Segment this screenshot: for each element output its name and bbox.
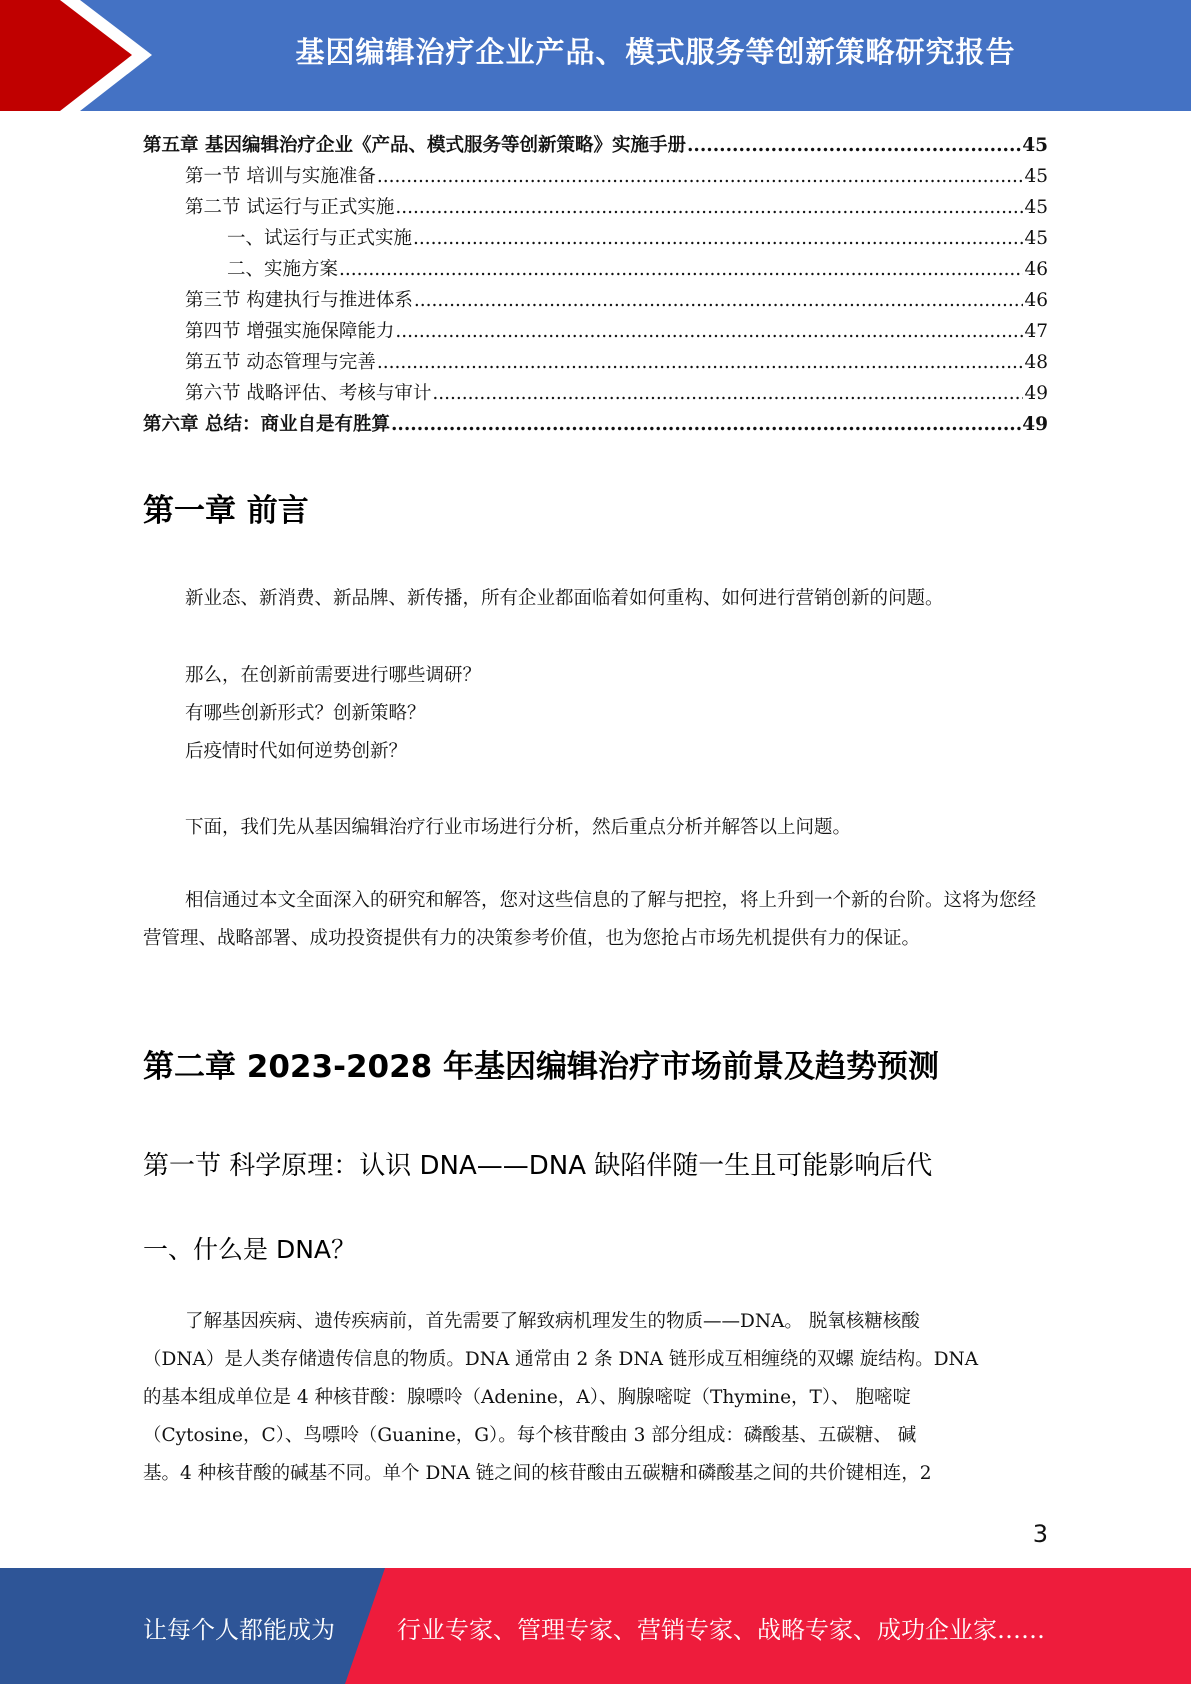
page-number: 3 xyxy=(1032,1520,1048,1548)
toc-entry-text: 一、试运行与正式实施 xyxy=(227,228,413,249)
chapter-1-question-3: 后疫情时代如何逆势创新？ xyxy=(185,741,408,762)
toc-entry-page: 45 xyxy=(1024,197,1048,218)
toc-leader xyxy=(395,197,1023,218)
toc-entry-text: 第二节 试运行与正式实施 xyxy=(185,197,395,218)
toc-leader xyxy=(414,290,1024,311)
toc-entry-text: 第三节 构建执行与推进体系 xyxy=(185,290,413,311)
toc-entry-text: 第一节 培训与实施准备 xyxy=(185,166,376,187)
toc-entry-text: 第四节 增强实施保障能力 xyxy=(185,321,395,342)
toc-entry[interactable] xyxy=(143,317,1048,348)
toc-entry-text: 二、实施方案 xyxy=(227,259,339,280)
subsection-1-title: 一、什么是 DNA？ xyxy=(143,1235,357,1264)
page-header xyxy=(0,0,1191,111)
chapter-1-paragraph-3: 相信通过本文全面深入的研究和解答，您对这些信息的了解与把控，将上升到一个新的台阶。这将为您经营管理、战略部署、成功投资提供有力的决策参考价值，也为您抢占市场先机提供有力的保证。 xyxy=(143,890,1037,949)
toc-entry-text: 第六节 战略评估、考核与审计 xyxy=(185,383,432,404)
header-title: 基因编辑治疗企业产品、模式服务等创新策略研究报告 xyxy=(295,35,1016,69)
footer-slogan-left: 让每个人都能成为 xyxy=(143,1616,335,1644)
chapter-1-question-2: 有哪些创新形式？创新策略？ xyxy=(185,703,426,724)
toc-leader xyxy=(413,228,1023,249)
body-line: 了解基因疾病、遗传疾病前，首先需要了解致病机理发生的物质——DNA。 脱氧核糖核酸 xyxy=(185,1311,920,1332)
toc-entry[interactable] xyxy=(143,286,1048,317)
toc-entry-page: 49 xyxy=(1024,383,1048,404)
toc-entry-page: 48 xyxy=(1024,352,1048,373)
body-line: （Cytosine，C）、鸟嘌呤（Guanine，G）。每个核苷酸由 3 部分组成：磷酸基、五碳糖、 碱 xyxy=(143,1425,917,1446)
toc-entry[interactable] xyxy=(143,410,1048,441)
toc-entry-text: 第六章 总结：商业自是有胜算 xyxy=(143,414,390,435)
table-of-contents xyxy=(143,131,1048,441)
toc-entry[interactable] xyxy=(143,255,1048,286)
toc-entry-page: 49 xyxy=(1022,414,1048,435)
toc-entry[interactable] xyxy=(143,224,1048,255)
toc-leader xyxy=(377,166,1024,187)
toc-entry[interactable] xyxy=(143,348,1048,379)
chapter-1-paragraph-1: 新业态、新消费、新品牌、新传播，所有企业都面临着如何重构、如何进行营销创新的问题。 xyxy=(185,588,944,609)
toc-entry-page: 45 xyxy=(1022,135,1048,156)
section-1-title: 第一节 科学原理：认识 DNA——DNA 缺陷伴随一生且可能影响后代 xyxy=(143,1151,933,1181)
toc-entry-page: 47 xyxy=(1024,321,1048,342)
toc-leader xyxy=(432,383,1023,404)
toc-entry[interactable] xyxy=(143,193,1048,224)
header-red-chevron xyxy=(0,0,150,111)
chapter-1-question-1: 那么，在创新前需要进行哪些调研？ xyxy=(185,665,482,686)
chapter-1-paragraph-2: 下面，我们先从基因编辑治疗行业市场进行分析，然后重点分析并解答以上问题。 xyxy=(185,817,852,838)
chapter-1-title: 第一章 前言 xyxy=(143,493,309,529)
toc-entry-page: 46 xyxy=(1024,290,1048,311)
toc-entry[interactable] xyxy=(143,162,1048,193)
body-line: 基。4 种核苷酸的碱基不同。单个 DNA 链之间的核苷酸由五碳糖和磷酸基之间的共价键相连，2 xyxy=(143,1463,932,1484)
footer-slogan-right: 行业专家、管理专家、营销专家、战略专家、成功企业家…… xyxy=(397,1616,1045,1644)
toc-entry-page: 45 xyxy=(1024,228,1048,249)
toc-entry[interactable] xyxy=(143,131,1048,162)
toc-entry-page: 45 xyxy=(1024,166,1048,187)
toc-leader xyxy=(391,414,1021,435)
toc-entry-text: 第五节 动态管理与完善 xyxy=(185,352,376,373)
toc-entry[interactable] xyxy=(143,379,1048,410)
toc-leader xyxy=(377,352,1024,373)
toc-leader xyxy=(339,259,1023,280)
body-line: （DNA）是人类存储遗传信息的物质。DNA 通常由 2 条 DNA 链形成互相缠绕的双螺 旋结构。DNA xyxy=(143,1349,979,1370)
body-line: 的基本组成单位是 4 种核苷酸：腺嘌呤（Adenine，A）、胸腺嘧啶（Thymine，T）、 胞嘧啶 xyxy=(143,1387,911,1408)
toc-leader xyxy=(687,135,1021,156)
chapter-2-title: 第二章 2023-2028 年基因编辑治疗市场前景及趋势预测 xyxy=(143,1049,940,1085)
toc-entry-page: 46 xyxy=(1024,259,1048,280)
page-footer xyxy=(0,1568,1191,1684)
toc-entry-text: 第五章 基因编辑治疗企业《产品、模式服务等创新策略》实施手册 xyxy=(143,135,686,156)
toc-leader xyxy=(395,321,1023,342)
